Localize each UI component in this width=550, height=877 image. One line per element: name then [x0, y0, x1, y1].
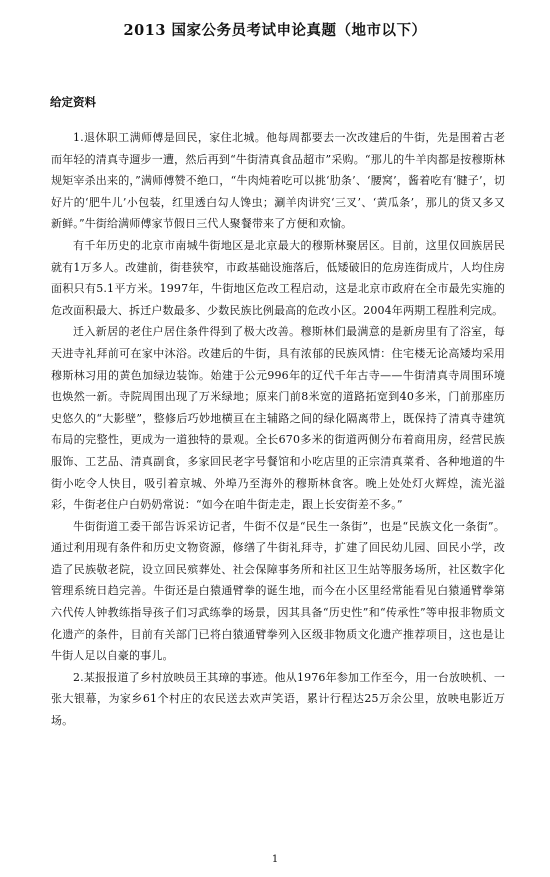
paragraph: 有千年历史的北京市南城牛街地区是北京最大的穆斯林聚居区。目前，这里仅回族居民就有1万多人。改建前，街巷狭窄，市政基础设施落后，低矮破旧的危房连街成片，人均住房面积只有5.1平方米。1997年，牛街地区危改工程启动，这是北京市政府在全市最先实施的危改面积最大、拆迁户数最多、少数民族比例最高的危改小区。2004年两期工程胜利完成。 [51, 238, 505, 317]
section-heading: 给定资料 [50, 95, 96, 109]
document-body [51, 127, 505, 732]
paragraph: 1.退休职工满师傅是回民，家住北城。他每周都要去一次改建后的牛街，先是围着古老而年轻的清真寺遛步一遭，然后再到“牛街清真食品超市”采购。“那儿的牛羊肉都是按穆斯林规矩宰杀出来的，”满师傅赞不绝口，“牛肉炖着吃可以挑‘肋条’、‘腰窝’，酱着吃有‘腱子’，切好片的‘肥牛儿’小包装，红里透白勾人馋虫；涮羊肉讲究‘三叉’、‘黄瓜条’，那儿的货又多又新鲜。”牛街给满师傅家节假日三代人聚餐带来了方便和欢愉。 [51, 131, 505, 231]
paragraph: 2.某报报道了乡村放映员王其璋的事迹。他从1976年参加工作至今，用一台放映机、一张大银幕，为家乡61个村庄的农民送去欢声笑语，累计行程达25万余公里，放映电影近万场。 [51, 670, 505, 728]
paragraph: 牛街街道工委干部告诉采访记者，牛街不仅是“民生一条街”，也是“民族文化一条街”。通过利用现有条件和历史文物资源，修缮了牛街礼拜寺，扩建了回民幼儿园、回民小学，改造了民族敬老院，设立回民殡葬处、社会保障事务所和社区卫生站等服务场所，社区数字化管理系统日趋完善。牛街还是白猿通臂拳的诞生地，而今在小区里经常能看见白猿通臂拳第六代传人钟教练指导孩子们习武练拳的场景，因其具备“历史性”和“传承性”等申报非物质文化遗产的条件，目前有关部门已将白猿通臂拳列入区级非物质文化遗产推荐项目，这也是让牛街人足以自豪的事儿。 [51, 519, 505, 663]
paragraph: 迁入新居的老住户居住条件得到了极大改善。穆斯林们最满意的是新房里有了浴室，每天进寺礼拜前可在家中沐浴。改建后的牛街，具有浓郁的民族风情：住宅楼无论高矮均采用穆斯林习用的黄色加绿边装饰。始建于公元996年的辽代千年古寺——牛街清真寺周围环境也焕然一新。寺院周围出现了万米绿地；原来门前8米宽的道路拓宽到40多米，门前那座历史悠久的“大影壁”，整修后巧妙地横亘在主辅路之间的绿化隔离带上，既保持了清真寺建筑布局的完整性，更成为一道独特的景观。全长670多米的街道两侧分布着商用房，经营民族服饰、工艺品、清真副食，多家回民老字号餐馆和小吃店里的正宗清真菜肴、各种地道的牛街小吃令人快目，吸引着京城、外埠乃至海外的穆斯林食客。晚上处处灯火辉煌，流光溢彩，牛街老住户白奶奶常说：“如今在咱牛街走走，跟上长安街差不多。” [51, 325, 505, 512]
document-title: 2013 国家公务员考试申论真题（地市以下） [123, 22, 427, 39]
page-number: 1 [271, 854, 279, 865]
